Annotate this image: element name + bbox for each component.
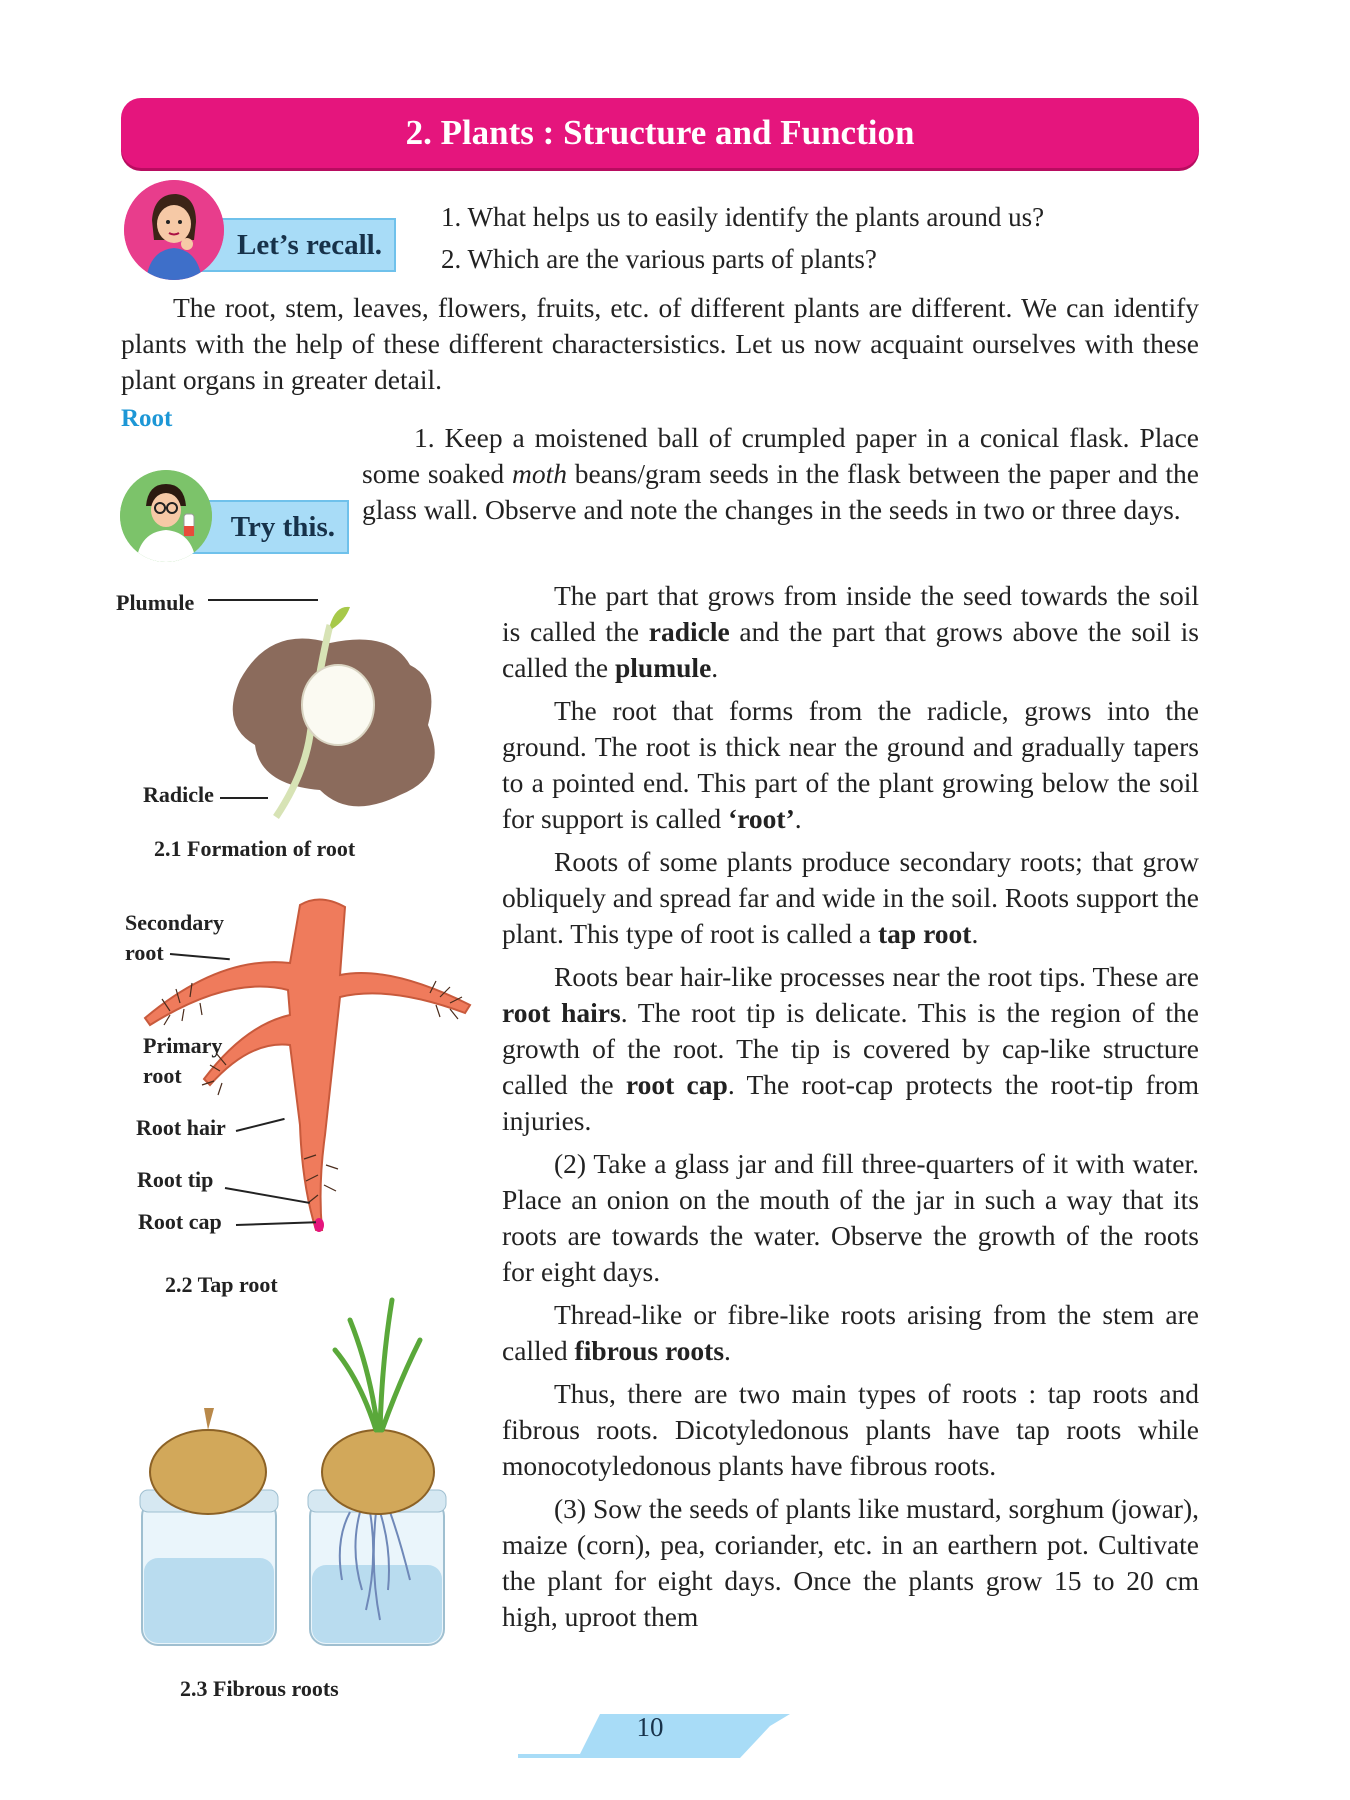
- lets-recall-label: Let’s recall.: [237, 228, 382, 261]
- plumule-pointer: [208, 599, 318, 601]
- activity-1-text-2: beans/gram seeds in the flask between the paper and the glass wall. Observe and note the changes in the seeds in two or three days.: [362, 458, 1200, 525]
- activity-1-italic: moth: [511, 458, 567, 489]
- label-root-hair: Root hair: [136, 1115, 226, 1140]
- paragraph-tap-root: Roots of some plants produce secondary roots; that grow obliquely and spread far and wide in the soil. Roots support the plant. This type of root is called a tap root.: [502, 846, 1199, 949]
- caption-fig-2-2: 2.2 Tap root: [165, 1272, 278, 1297]
- label-plumule: Plumule: [116, 590, 195, 615]
- chapter-title: 2. Plants : Structure and Function: [405, 113, 915, 152]
- page-number: 10: [636, 1712, 664, 1742]
- section-heading-root: Root: [121, 405, 173, 432]
- label-root-cap: Root cap: [138, 1209, 222, 1234]
- paragraph-root-hairs: Roots bear hair-like processes near the root tips. These are root hairs. The root tip is delicate. This is the region of the growth of the root. The tip is covered by cap-like structure called the root cap. The root-cap protects the root-tip from injuries.: [502, 961, 1200, 1136]
- label-root-tip: Root tip: [137, 1167, 214, 1192]
- paragraph-onion-activity: (2) Take a glass jar and fill three-quarters of it with water. Place an onion on the mouth of the jar in such a way that its roots are towards the water. Observe the growth of the roots for eight days.: [502, 1148, 1199, 1287]
- recall-question-2: 2. Which are the various parts of plants?: [441, 244, 877, 274]
- activity-1-text: Keep a moistened ball of crumpled paper in a conical flask. Place some soaked: [362, 422, 1200, 489]
- paragraph-fibrous-roots: Thread-like or fibre-like roots arising from the stem are called fibrous roots.: [502, 1299, 1199, 1366]
- activity-1-number: 1.: [414, 422, 435, 453]
- fibrous-roots-illustration: [130, 1290, 460, 1670]
- label-secondary-root-1: Secondary: [125, 910, 224, 935]
- intro-paragraph-block: [121, 290, 1199, 398]
- radicle-pointer: [220, 797, 268, 799]
- recall-question-1: 1. What helps us to easily identify the plants around us?: [441, 202, 1045, 232]
- chapter-title-banner: [121, 98, 1199, 168]
- activity-1-block: [362, 420, 1199, 528]
- scientist-icon: [120, 470, 212, 562]
- intro-paragraph: The root, stem, leaves, flowers, fruits, etc. of different plants are different. We can identify plants with the help of these different charactersistics. Let us now acquaint ourselves with these plant organs in greater detail.: [121, 292, 1199, 395]
- label-primary-root-2: root: [143, 1063, 182, 1088]
- label-secondary-root-2: root: [125, 940, 164, 965]
- paragraph-radicle-plumule: The part that grows from inside the seed towards the soil is called the radicle and the part that grows above the soil is called the plumule.: [502, 580, 1199, 683]
- try-this-label: Try this.: [230, 510, 335, 543]
- paragraph-root-definition: The root that forms from the radicle, grows into the ground. The root is thick near the ground and gradually tapers to a pointed end. This part of the plant growing below the soil for support is called ‘root’.: [502, 695, 1199, 834]
- main-text-column: [502, 578, 1199, 1642]
- caption-fig-2-1: 2.1 Formation of root: [154, 836, 356, 861]
- label-radicle: Radicle: [143, 782, 214, 807]
- caption-fig-2-3: 2.3 Fibrous roots: [180, 1676, 339, 1701]
- girl-thinking-icon: [124, 180, 224, 280]
- paragraph-root-types: Thus, there are two main types of roots : tap roots and fibrous roots. Dicotyledonous plants have tap roots while monocotyledonous plants have fibrous roots.: [502, 1378, 1199, 1481]
- label-primary-root-1: Primary: [143, 1033, 223, 1058]
- paragraph-sow-activity: (3) Sow the seeds of plants like mustard, sorghum (jowar), maize (corn), pea, coriander, etc. in an earthern pot. Cultivate the plant for eight days. Once the plants grow 15 to 20 cm high, uproot them: [502, 1493, 1199, 1632]
